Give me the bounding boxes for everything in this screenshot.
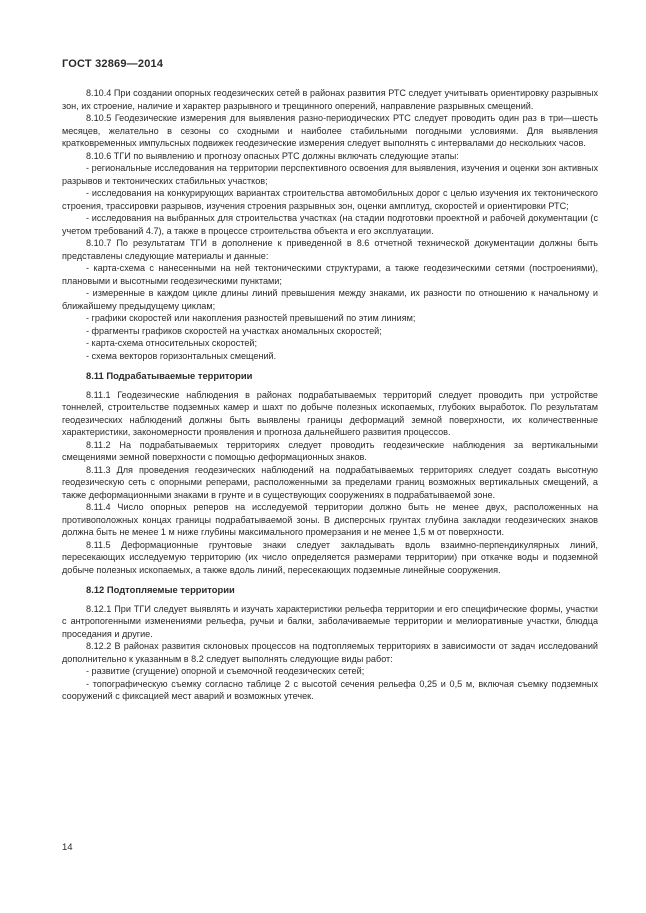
section-heading-8-11: 8.11 Подрабатываемые территории — [86, 370, 253, 381]
paragraph-8-11-2: 8.11.2 На подрабатываемых территориях следует проводить геодезические наблюдения за вертикальными смещениями земной поверхности с помощью деформационных знаков. — [62, 439, 598, 462]
list-item: - графики скоростей или накопления разностей превышений по этим линиям; — [86, 313, 416, 323]
list-item: - топографическую съемку согласно таблице 2 с высотой сечения рельефа 0,25 и 0,5 м, включая съемку подземных сооружений с фиксацией мест аварий и возможных утечек. — [62, 678, 598, 701]
section-heading-8-12: 8.12 Подтопляемые территории — [86, 584, 235, 595]
paragraph-8-10-7: 8.10.7 По результатам ТГИ в дополнение к приведенной в 8.6 отчетной технической документации должны быть представлены следующие материалы и данные: — [62, 238, 598, 261]
list-item: - карта-схема относительных скоростей; — [86, 338, 257, 348]
list-item: - развитие (сгущение) опорной и съемочной геодезических сетей; — [86, 666, 365, 676]
list-item: - карта-схема с нанесенными на ней тектоническими структурами, а также геодезическими сетями (построениями), плановыми и высотными геодезическими пунктами; — [62, 263, 598, 286]
list-item: - фрагменты графиков скоростей на участках аномальных скоростей; — [86, 325, 382, 336]
paragraph-8-12-1: 8.12.1 При ТГИ следует выявлять и изучать характеристики рельефа территории и его специфические формы, участки с антропогенными изменениями рельефа, ручьи и балки, заболачиваемые территории и мелиоративные участки, блюдца проседания и другие. — [62, 603, 598, 639]
paragraph-8-11-1: 8.11.1 Геодезические наблюдения в районах подрабатываемых территорий следует проводить при устройстве тоннелей, строительстве подземных камер и шахт по добыче полезных ископаемых, глубоких выработок. По результатам геодезических наблюдений должны быть выявлены границы деформаций земной поверхности, их количественные характеристики, закономерности проявления и прогноза дальнейшего развития процессов. — [62, 389, 598, 437]
page-number: 14 — [62, 842, 73, 853]
list-item: - схема векторов горизонтальных смещений. — [86, 350, 277, 361]
list-item: - региональные исследования на территории перспективного освоения для выявления, изучения и оценки зон активных разрывов и тектонических стабильных участков; — [62, 163, 598, 186]
list-item: - измеренные в каждом цикле длины линий превышения между знаками, их разности по отношению к начальному и ближайшему предыдущему циклам; — [62, 288, 598, 311]
paragraph-8-11-3: 8.11.3 Для проведения геодезических наблюдений на подрабатываемых территориях следует создать высотную геодезическую сеть с опорными реперами, расположенными за пределами границ возможных вертикальных смещений, а также деформационными знаками в грунте и в существующих сооружениях в подрабатываемой зоне. — [62, 464, 598, 500]
list-item: - исследования на конкурирующих вариантах строительства автомобильных дорог с целью изучения их тектонического строения, трассировки разрывов, изучения строения разрывных зон, оценки амплитуд, скоростей и ориентировки РТС; — [62, 188, 598, 211]
paragraph-8-11-4: 8.11.4 Число опорных реперов на исследуемой территории должно быть не менее двух, расположенных на противоположных концах границы подрабатываемой зоны. В дисперсных грунтах глубина закладки геодезических знаков должна быть не менее 1 м ниже глубины максимального промерзания и не менее 1,5 м от поверхности. — [62, 502, 598, 537]
paragraph-8-10-5: 8.10.5 Геодезические измерения для выявления разно-периодических РТС следует проводить один раз в три—шесть месяцев, желательно в сезоны со сходными и наиболее стабильными погодными условиями. Для выявления кратковременных импульсных подвижек геодезические измерения следует выполнять с интервалами до нескольких часов. — [62, 113, 598, 148]
paragraph-8-12-2: 8.12.2 В районах развития склоновых процессов на подтопляемых территориях в зависимости от задач исследований дополнительно к указанным в 8.2 следует выполнять следующие виды работ: — [62, 641, 598, 664]
list-item: - исследования на выбранных для строительства участках (на стадии подготовки проектной и рабочей документации (с учетом требований 4.7), а также в процессе строительства объекта и его эксплуатации. — [62, 213, 598, 236]
document-header: ГОСТ 32869—2014 — [62, 58, 164, 70]
paragraph-8-10-4: 8.10.4 При создании опорных геодезических сетей в районах развития РТС следует учитывать ориентировку разрывных зон, их строение, наличие и характер разрывного и трещинного оперений, направление разрывных смещений. — [62, 88, 598, 111]
paragraph-8-10-6: 8.10.6 ТГИ по выявлению и прогнозу опасных РТС должны включать следующие этапы: — [86, 150, 459, 161]
paragraph-8-11-5: 8.11.5 Деформационные грунтовые знаки следует закладывать вдоль взаимно-перпендикулярных линий, пересекающих исследуемую территорию (их число определяется размерами территории) при откачке воды и подземной добыче полезных ископаемых, а также вдоль линий, пересекающих подземные линейные сооружения. — [62, 539, 598, 575]
page-body — [62, 87, 598, 703]
